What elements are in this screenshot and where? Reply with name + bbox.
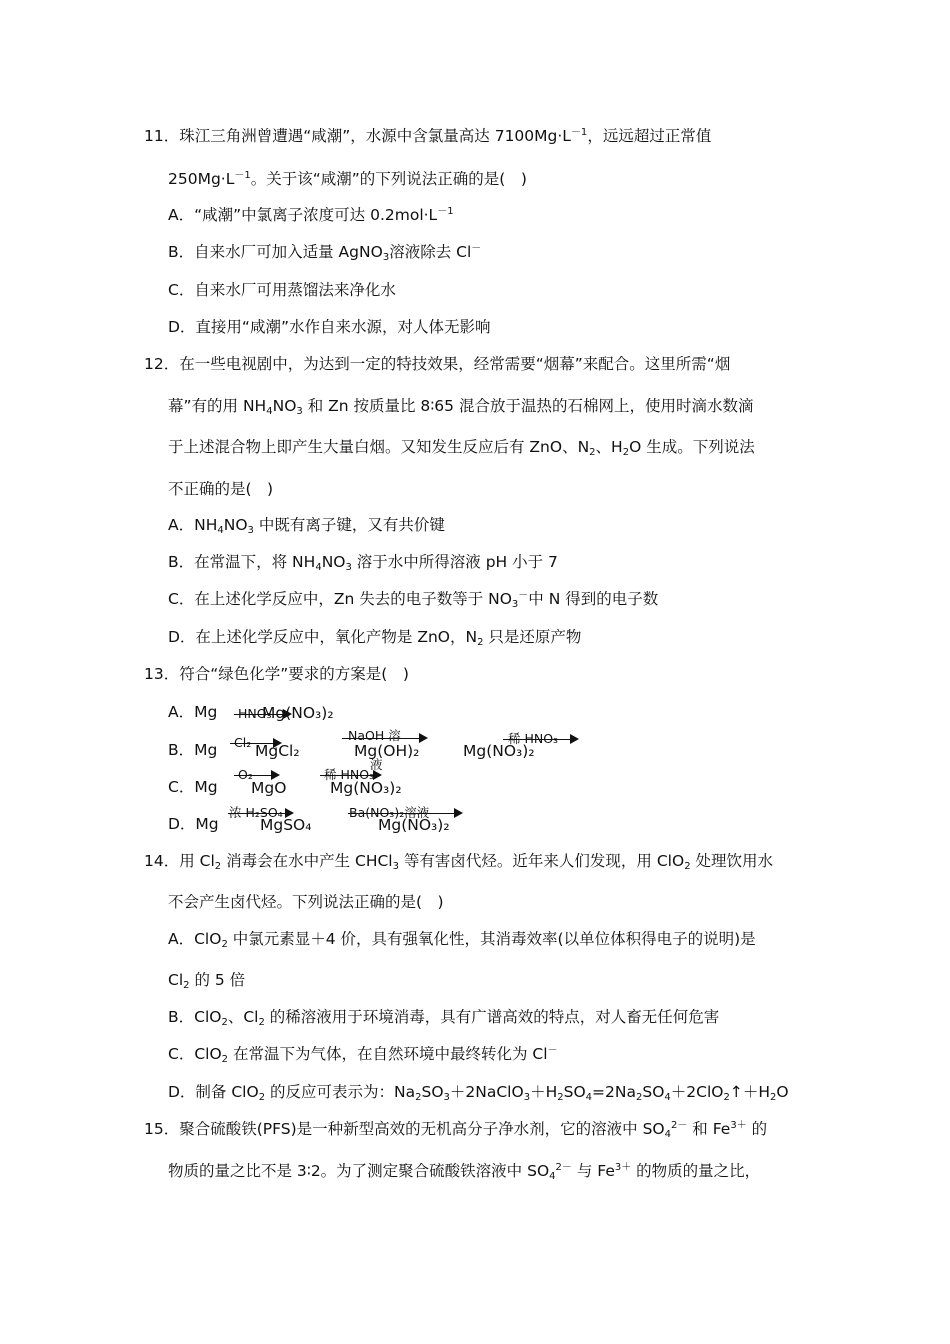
q13-b-reagent2-line1: NaOH 溶 [348, 728, 401, 743]
text: 11．珠江三角洲曾遭遇“咸潮”，水源中含氯量高达 7100Mg·L [144, 127, 571, 145]
sub: 2 [770, 1092, 777, 1103]
q14-option-a [168, 929, 756, 949]
sup: － [547, 1045, 558, 1056]
q12-option-c [168, 589, 658, 609]
sup: 2－ [671, 1120, 688, 1131]
text: 物质的量之比不是 3∶2。为了测定聚合硫酸铁溶液中 SO [168, 1162, 550, 1180]
sup: 3＋ [614, 1162, 632, 1173]
text: 和 Fe [687, 1120, 731, 1138]
q13-b-product2: Mg(OH)₂ [354, 742, 420, 760]
q12-option-d [168, 627, 581, 647]
text: 消毒会在水中产生 CHCl [221, 852, 393, 870]
q13-b-product1: MgCl₂ [255, 742, 300, 760]
q12-stem-line3 [168, 437, 755, 457]
text: C．在上述化学反应中，Zn 失去的电子数等于 NO [168, 590, 512, 608]
sub: 2 [635, 1092, 643, 1103]
sub: 2 [477, 637, 484, 648]
text: A．“咸潮”中氯离子浓度可达 0.2mol·L [168, 206, 438, 224]
q13-option-d-label: D．Mg [168, 815, 219, 833]
text: Cl [168, 971, 184, 989]
sup: － [471, 243, 482, 254]
sub: 3 [523, 1092, 531, 1103]
text: 幕”有的用 NH [168, 397, 267, 415]
q13-c-product2: Mg(NO₃)₂ [330, 779, 402, 797]
text: ＋H [530, 1083, 558, 1101]
sub: 3 [443, 1092, 450, 1103]
text: B．在常温下，将 NH [168, 553, 316, 571]
q14-option-d [168, 1082, 789, 1102]
text: D．制备 ClO [168, 1083, 259, 1101]
sub: 2 [557, 1092, 564, 1103]
sub: 2 [258, 1092, 266, 1103]
q13-d-reagent1: 浓 H₂SO₄ [229, 805, 283, 820]
sub: 4 [266, 406, 273, 417]
q12-stem-line1: 12．在一些电视剧中，为达到一定的特技效果，经常需要“烟幕”来配合。这里所需“烟 [144, 355, 731, 373]
q13-a-product: Mg(NO₃)₂ [262, 704, 334, 722]
text: NO [223, 516, 248, 534]
sub: 3 [345, 562, 352, 573]
text: 处理饮用水 [690, 852, 773, 870]
text: 的 [746, 1120, 768, 1138]
sub: 3 [382, 252, 390, 263]
text: 14．用 Cl [144, 852, 215, 870]
text: SO [421, 1083, 444, 1101]
sub: 4 [664, 1129, 671, 1140]
text: O 生成。下列说法 [629, 438, 755, 456]
q13-c-reagent1: O₂ [238, 767, 253, 782]
text: 、H [595, 438, 623, 456]
sub: 4 [664, 1092, 671, 1103]
text: NO [272, 397, 297, 415]
q13-c-product1: MgO [251, 779, 287, 797]
text: SO [642, 1083, 665, 1101]
text: B．自来水厂可加入适量 AgNO [168, 243, 383, 261]
text: B．ClO [168, 1008, 222, 1026]
sub: 2 [622, 447, 630, 458]
q11-option-c: C．自来水厂可用蒸馏法来净化水 [168, 281, 396, 299]
sub: 3 [247, 525, 254, 536]
q12-option-a [168, 515, 445, 535]
q11-option-a [168, 205, 454, 225]
sub: 2 [221, 939, 228, 950]
text: 的反应可表示为：Na [265, 1083, 416, 1101]
sup: 2－ [555, 1162, 572, 1173]
q11-stem-line1 [144, 126, 711, 146]
text: 溶于水中所得溶液 pH 小于 7 [351, 553, 558, 571]
sup: －1 [570, 127, 588, 138]
text: =2Na [592, 1083, 636, 1101]
sup: 3＋ [730, 1120, 747, 1131]
sub: 4 [585, 1092, 593, 1103]
text: 250Mg·L [168, 170, 235, 188]
q13-option-b-label: B．Mg [168, 741, 218, 759]
text: 只是还原产物 [483, 628, 582, 646]
sub: 3 [511, 599, 519, 610]
q13-d-product1: MgSO₄ [260, 816, 312, 834]
q13-b-reagent3: 稀 HNO₃ [508, 731, 559, 746]
sub: 2 [183, 980, 190, 991]
text: ＋2NaClO [449, 1083, 524, 1101]
sub: 2 [723, 1092, 730, 1103]
text: 的 5 倍 [189, 971, 246, 989]
q15-stem-line1 [144, 1119, 767, 1139]
sub: 4 [315, 562, 322, 573]
q14-stem-line1 [144, 851, 773, 871]
text: O [776, 1083, 789, 1101]
text: SO [563, 1083, 586, 1101]
text: C．ClO [168, 1045, 222, 1063]
q13-stem: 13．符合“绿色化学”要求的方案是( ) [144, 665, 409, 683]
q12-stem-line4: 不正确的是( ) [168, 480, 274, 498]
text: 在常温下为气体，在自然环境中最终转化为 Cl [228, 1045, 548, 1063]
sub: 2 [214, 861, 222, 872]
text: 的物质的量之比， [631, 1162, 761, 1180]
text: 中 N 得到的电子数 [528, 590, 659, 608]
text: ＋2ClO [670, 1083, 724, 1101]
q14-option-a-cont [168, 970, 245, 990]
q11-option-b [168, 242, 481, 262]
text: 。关于该“咸潮”的下列说法正确的是( ) [250, 170, 527, 188]
q12-option-b [168, 552, 558, 572]
text: 于上述混合物上即产生大量白烟。又知发生反应后有 ZnO、N [168, 438, 590, 456]
text: 的稀溶液用于环境消毒，具有广谱高效的特点，对人畜无任何危害 [264, 1008, 720, 1026]
sup: －1 [437, 206, 454, 217]
q13-d-reagent2: Ba(NO₃)₂溶液 [349, 805, 430, 820]
text: 、Cl [227, 1008, 259, 1026]
q14-option-b [168, 1007, 719, 1027]
text: 溶液除去 Cl [389, 243, 472, 261]
q13-d-product2: Mg(NO₃)₂ [378, 816, 450, 834]
q13-option-a-label: A．Mg [168, 703, 218, 721]
text: ，远远超过正常值 [587, 127, 712, 145]
q11-option-d: D．直接用“咸潮”水作自来水源，对人体无影响 [168, 318, 491, 336]
text: 等有害卤代烃。近年来人们发现，用 ClO [399, 852, 685, 870]
q13-a-reagent: HNO₃ [238, 706, 272, 721]
q12-stem-line2 [168, 396, 753, 416]
q14-option-c [168, 1044, 558, 1064]
q13-b-reagent2-line2: 液 [370, 757, 383, 772]
q13-c-reagent2: 稀 HNO₃ [324, 767, 375, 782]
text: NO [321, 553, 346, 571]
q13-b-reagent1: Cl₂ [234, 735, 252, 750]
text: 和 Zn 按质量比 8∶65 混合放于温热的石棉网上，使用时滴水数滴 [302, 397, 754, 415]
sub: 2 [258, 1017, 265, 1028]
sub: 2 [221, 1017, 228, 1028]
text: 中既有离子键，又有共价键 [253, 516, 445, 534]
text: 15．聚合硫酸铁(PFS)是一种新型高效的无机高分子净水剂，它的溶液中 SO [144, 1120, 665, 1138]
q13-b-product3: Mg(NO₃)₂ [463, 742, 535, 760]
text: A．ClO [168, 930, 222, 948]
sub: 2 [221, 1054, 229, 1065]
sub: 4 [549, 1171, 556, 1182]
sup: －1 [234, 170, 251, 181]
sub: 3 [392, 861, 399, 872]
q15-stem-line2 [168, 1161, 760, 1181]
sub: 2 [415, 1092, 422, 1103]
text: 中氯元素显＋4 价，具有强氧化性，其消毒效率(以单位体积得电子的说明)是 [227, 930, 756, 948]
sub: 4 [217, 525, 224, 536]
sub: 3 [296, 406, 303, 417]
text: ↑＋H [729, 1083, 771, 1101]
sup: － [518, 590, 529, 601]
q14-stem-line2: 不会产生卤代烃。下列说法正确的是( ) [168, 893, 444, 911]
q13-option-c-label: C．Mg [168, 778, 218, 796]
sub: 2 [684, 861, 691, 872]
sub: 2 [589, 447, 596, 458]
text: A．NH [168, 516, 218, 534]
text: 与 Fe [571, 1162, 615, 1180]
q11-stem-line2 [168, 169, 527, 189]
text: D．在上述化学反应中，氧化产物是 ZnO，N [168, 628, 478, 646]
